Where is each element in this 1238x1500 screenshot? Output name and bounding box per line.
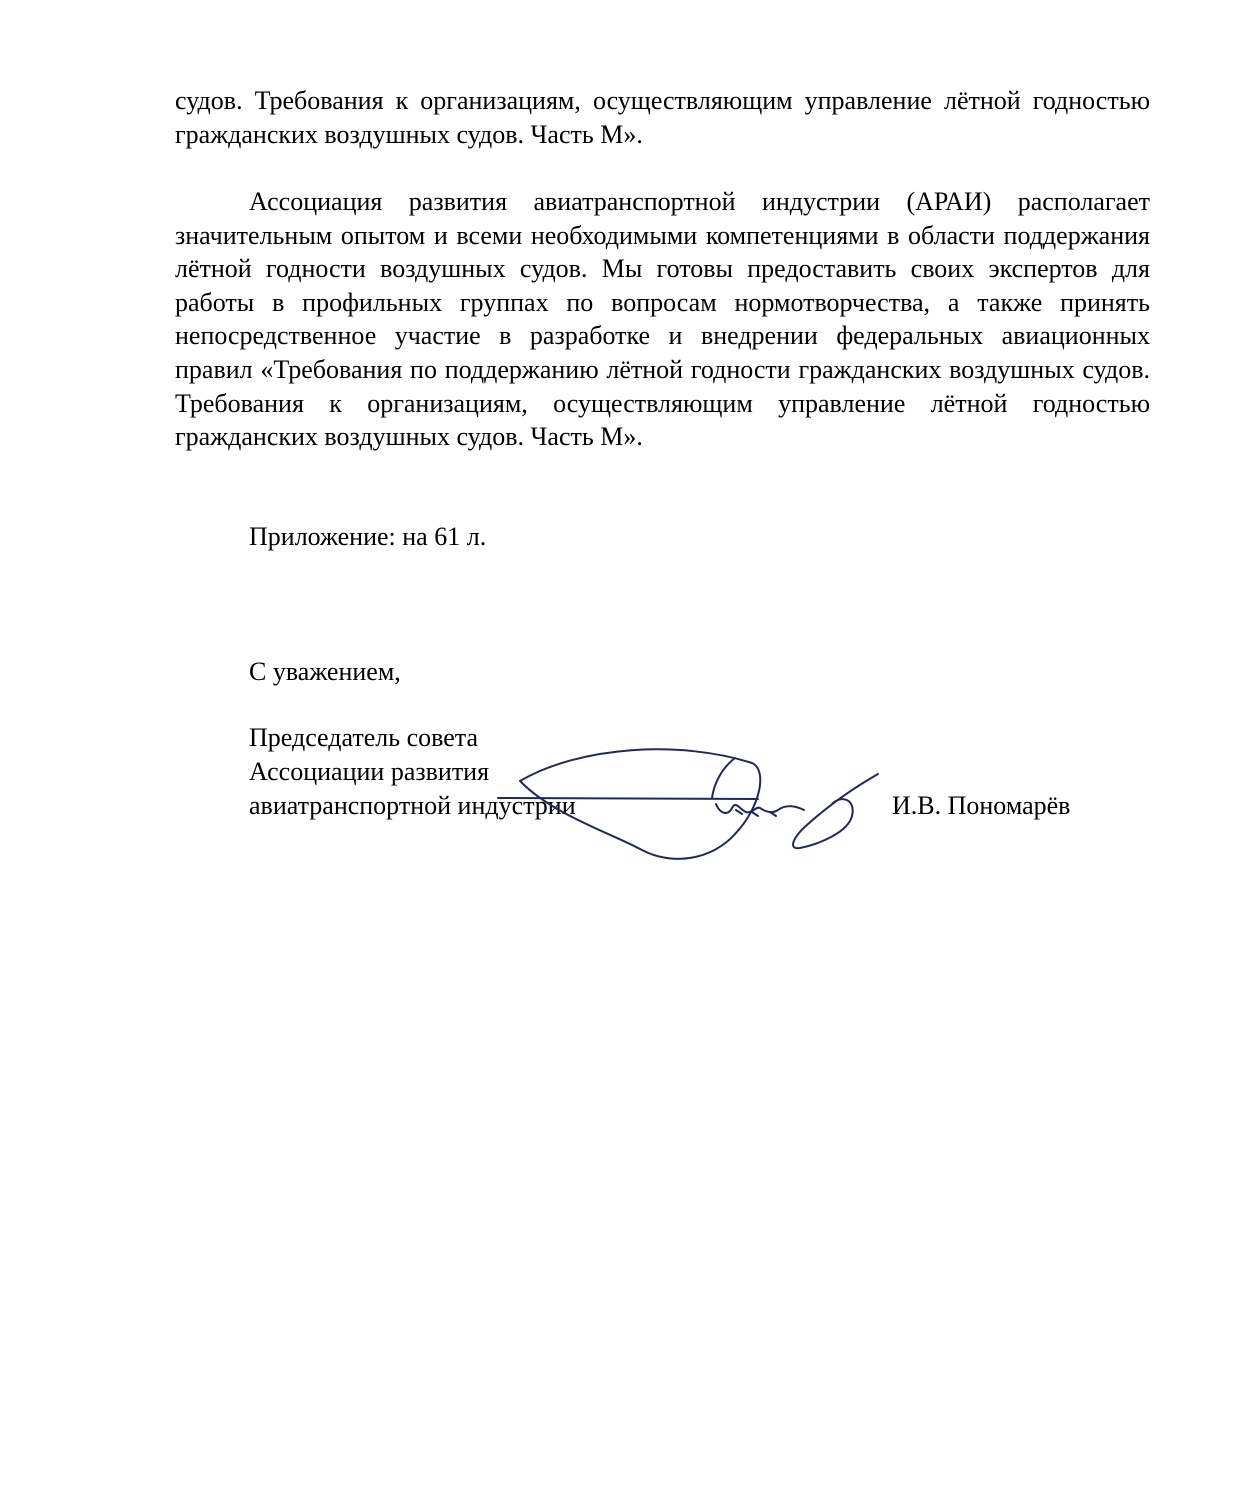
attachment-note: Приложение: на 61 л. bbox=[249, 522, 487, 551]
paragraph-association: Ассоциация развития авиатранспортной индустрии (АРАИ) располагает значительным опытом и всеми необходимыми компетенциями в области поддержания лётной годности воздушных судов. Мы готовы предоставить своих экспертов для работы в профильных группах по вопросам нормотворчества, а также принять непосредственное участие в разработке и внедрении федеральных авиационных правил «Требования по поддержанию лётной годности гражданских воздушных судов. Требования к организациям, осуществляющим управление лётной годностью гражданских воздушных судов. Часть М». bbox=[175, 187, 1150, 452]
paragraph-continuation: судов. Требования к организациям, осуществляющим управление лётной годностью гражданских воздушных судов. Часть М». bbox=[175, 86, 1150, 149]
signatory-title-line: авиатранспортной индустрии bbox=[249, 791, 576, 820]
closing-regards: С уважением, bbox=[249, 657, 401, 686]
signatory-title-line: Ассоциации развития bbox=[249, 757, 490, 786]
signer-name: И.В. Пономарёв bbox=[892, 791, 1071, 820]
signatory-title-line: Председатель совета bbox=[249, 723, 479, 752]
handwritten-signature bbox=[490, 728, 890, 873]
